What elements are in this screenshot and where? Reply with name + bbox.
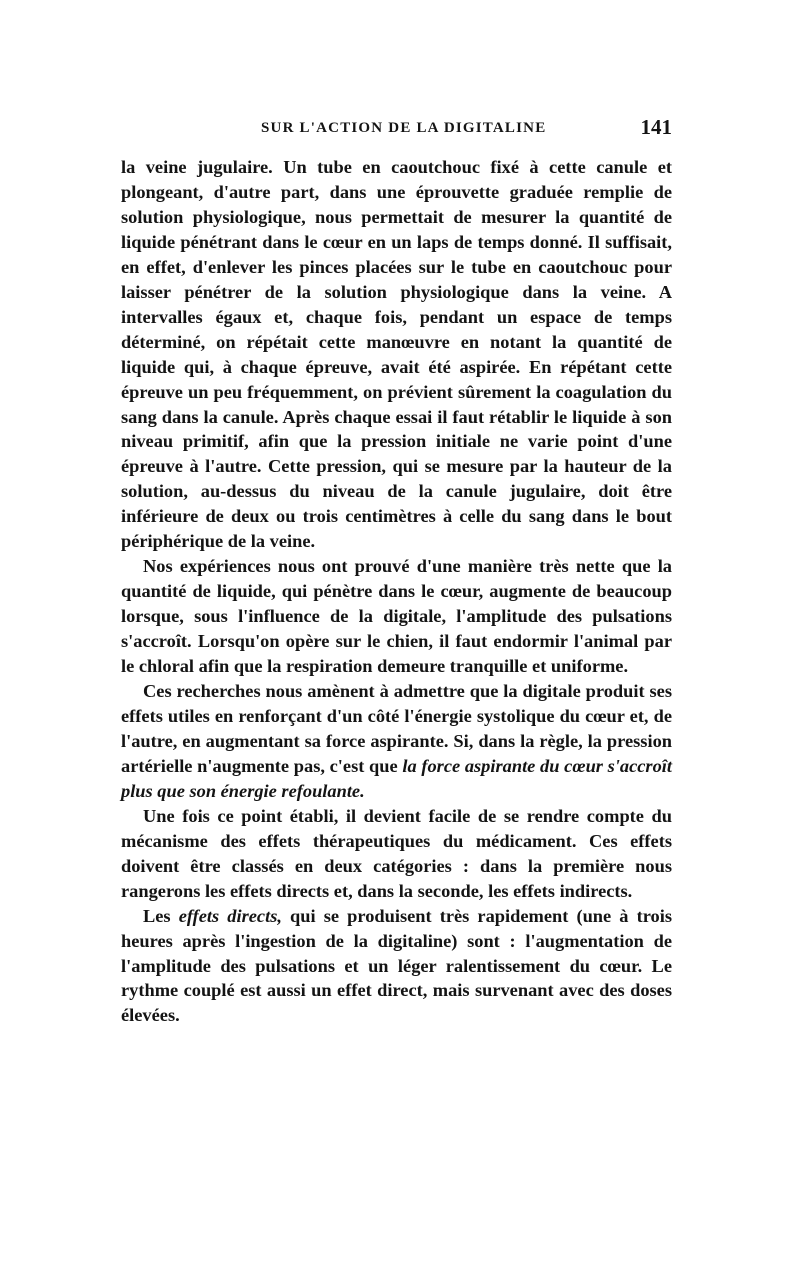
- paragraph-2: Nos expériences nous ont prouvé d'une manière très nette que la quantité de liquide, qui pénètre dans le cœur, augmente de beaucoup lorsque, sous l'influence de la digitale, l'amplitude des pulsations s'accroît. Lorsqu'on opère sur le chien, il faut endormir l'animal par le chloral afin que la respiration demeure tranquille et uniforme.: [121, 556, 672, 677]
- paragraph-3-italic: la force aspirante du cœur s'accroît plus que son énergie refoulante.: [121, 755, 673, 801]
- body-text: [121, 155, 672, 1028]
- running-title: SUR L'ACTION DE LA DIGITALINE: [261, 120, 547, 136]
- paragraph-5: [121, 904, 672, 1029]
- paragraph-3: [121, 679, 672, 804]
- paragraph-5-italic: effets directs,: [178, 905, 282, 926]
- paragraph-5-text-start: Les: [143, 905, 179, 926]
- paragraph-5-text-end: qui se produisent très rapidement (une à trois heures après l'ingestion de la digitaline) sont : l'augmentation de l'amplitude des pulsations et un léger ralentissement du cœur. Le rythme couplé est aussi un effet direct, mais survenant avec des doses élevées.: [121, 905, 672, 1026]
- book-page: [121, 117, 672, 1028]
- paragraph-3-text: Ces recherches nous amènent à admettre que la digitale produit ses effets utiles en renforçant d'un côté l'énergie systolique du cœur et, de l'autre, en augmentant sa force aspirante. Si, dans la règle, la pression artérielle n'augmente pas, c'est que: [121, 681, 672, 776]
- paragraph-1: la veine jugulaire. Un tube en caoutchouc fixé à cette canule et plongeant, d'autre part, dans une éprouvette graduée remplie de solution physiologique, nous permettait de mesurer la quantité de liquide pénétrant dans le cœur en un laps de temps donné. Il suffisait, en effet, d'enlever les pinces placées sur le tube en caoutchouc pour laisser pénétrer de la solution physiologique dans la veine. A intervalles égaux et, chaque fois, pendant un espace de temps déterminé, on répétait cette manœuvre en notant la quantité de liquide qui, à chaque épreuve, avait été aspirée. En répétant cette épreuve un peu fréquemment, on prévient sûrement la coagulation du sang dans la canule. Après chaque essai il faut rétablir le liquide à son niveau primitif, afin que la pression initiale ne varie point d'une épreuve à l'autre. Cette pression, qui se mesure par la hauteur de la solution, au-dessus du niveau de la canule jugulaire, doit être inférieure de deux ou trois centimètres à celle du sang dans le bout périphérique de la veine.: [121, 157, 672, 552]
- page-number: 141: [640, 115, 672, 139]
- paragraph-4: Une fois ce point établi, il devient facile de se rendre compte du mécanisme des effets thérapeutiques du médicament. Ces effets doivent être classés en deux catégories : dans la première nous rangerons les effets directs et, dans la seconde, les effets indirects.: [121, 805, 672, 901]
- running-head: [121, 117, 672, 147]
